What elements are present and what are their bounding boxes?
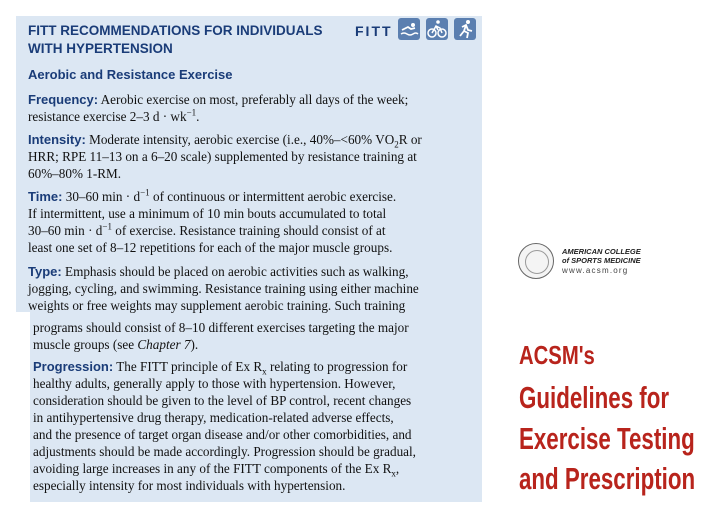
swimming-icon: [398, 18, 420, 40]
acsm-org-name: [562, 248, 641, 265]
progression-paragraph: [33, 358, 478, 494]
type-text: muscle groups (see: [33, 337, 138, 352]
subscript: x: [262, 366, 267, 377]
section-subtitle: Aerobic and Resistance Exercise: [28, 67, 233, 82]
frequency-text: resistance exercise 2–3 d · wk: [28, 109, 187, 124]
progression-label: Progression:: [33, 359, 114, 374]
superscript: −1: [140, 187, 150, 198]
chapter-reference: Chapter 7: [137, 337, 191, 352]
acsm-url: www.acsm.org: [562, 266, 629, 275]
progression-text: healthy adults, generally apply to those with hypertension. However,: [33, 376, 396, 391]
book-title-line-3: Exercise Testing: [519, 421, 695, 456]
time-text: If intermittent, use a minimum of 10 min bouts accumulated to total: [28, 206, 387, 221]
panel-title: [28, 22, 348, 58]
title-line-1: FITT RECOMMENDATIONS FOR INDIVIDUALS: [28, 23, 323, 38]
org-line-2: of SPORTS MEDICINE: [562, 255, 641, 265]
intensity-paragraph: [28, 131, 473, 182]
frequency-label: Frequency:: [28, 92, 99, 107]
org-line-1: AMERICAN COLLEGE: [562, 247, 641, 256]
intensity-text: 60%–80% 1-RM.: [28, 166, 122, 181]
progression-text: consideration should be given to the level of BP control, recent changes: [33, 393, 412, 408]
book-title-line-2: Guidelines for: [519, 380, 670, 415]
type-paragraph-continued: [33, 319, 478, 353]
type-label: Type:: [28, 264, 62, 279]
progression-text: relating to progression for: [266, 359, 408, 374]
running-icon: [454, 18, 476, 40]
book-title-line-4: and Prescription: [519, 461, 696, 496]
type-text: jogging, cycling, and swimming. Resistance training using either machine: [28, 281, 419, 296]
intensity-text: HRR; RPE 11–13 on a 6–20 scale) supplemented by resistance training at: [28, 149, 417, 164]
superscript: −1: [186, 107, 197, 118]
fitt-label: FITT: [355, 23, 393, 39]
progression-text: avoiding large increases in any of the FITT components of the Ex R: [33, 461, 392, 476]
subscript: x: [391, 468, 396, 479]
frequency-text: Aerobic exercise on most, preferably all days of the week;: [100, 92, 409, 107]
intensity-text: R or: [398, 132, 422, 147]
time-text: 30–60 min · d: [28, 223, 103, 238]
frequency-text: .: [196, 109, 200, 124]
progression-text: especially intensity for most individuals with hypertension.: [33, 478, 346, 493]
type-text: Emphasis should be placed on aerobic activities such as walking,: [65, 264, 409, 279]
intensity-label: Intensity:: [28, 132, 86, 147]
time-text: least one set of 8–12 repetitions for each of the major muscle groups.: [28, 240, 393, 255]
progression-text: in antihypertensive drug therapy, medication-related adverse effects,: [33, 410, 394, 425]
time-paragraph: [28, 188, 473, 256]
superscript: −1: [102, 221, 112, 232]
type-text: programs should consist of 8–10 different exercises targeting the major: [33, 320, 409, 335]
type-text: weights or free weights may supplement aerobic training. Such training: [28, 298, 406, 313]
subscript: 2: [394, 139, 399, 150]
progression-text: adjustments should be made accordingly. Progression should be gradual,: [33, 444, 416, 459]
progression-text: and the presence of target organ disease and/or other comorbidities, and: [33, 427, 412, 442]
time-text: 30–60 min · d: [65, 189, 141, 204]
frequency-paragraph: [28, 91, 473, 125]
title-line-2: WITH HYPERTENSION: [28, 41, 173, 56]
time-text: of continuous or intermittent aerobic exercise.: [149, 189, 397, 204]
type-text: ).: [190, 337, 199, 352]
progression-text: ,: [395, 461, 400, 476]
acsm-seal-logo: [518, 243, 554, 279]
cycling-icon: [426, 18, 448, 40]
intensity-text: Moderate intensity, aerobic exercise (i.e., 40%–<60% VO: [89, 132, 395, 147]
type-paragraph: [28, 263, 473, 314]
progression-text: The FITT principle of Ex R: [116, 359, 263, 374]
book-title-line-1: ACSM's: [519, 340, 595, 370]
time-text: of exercise. Resistance training should consist of at: [111, 223, 386, 238]
time-label: Time:: [28, 189, 63, 204]
